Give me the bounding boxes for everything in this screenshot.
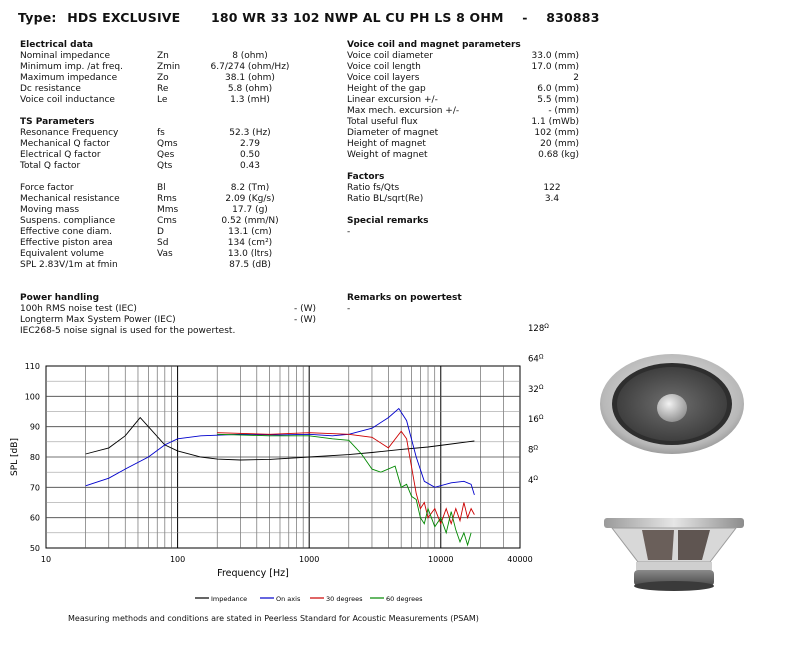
parameter-row (20, 216, 280, 227)
parameter-row (347, 150, 587, 161)
y-tick-label: 110 (24, 362, 40, 371)
parameter-symbol: Qts (157, 161, 173, 171)
parameter-value: 3.4 (544, 194, 560, 204)
parameter-value: 20 (mm) (540, 139, 579, 149)
parameter-value: 0.50 (239, 150, 261, 160)
parameter-row (347, 117, 587, 128)
factors-section (347, 172, 587, 205)
parameter-row (347, 95, 587, 106)
speaker-front-photo (594, 352, 754, 462)
remarks-title: Remarks on powertest (347, 293, 462, 303)
parameter-symbol: Zo (157, 73, 169, 83)
parameter-row (20, 260, 280, 271)
parameter-value: 6.0 (mm) (537, 84, 579, 94)
parameter-symbol: Vas (157, 249, 173, 259)
x-tick-label: 40000 (507, 555, 533, 564)
parameter-name: Minimum imp. /at freq. (20, 62, 123, 72)
parameter-row (20, 62, 290, 73)
parameter-row (347, 62, 587, 73)
special-remarks-section (347, 216, 587, 238)
parameter-symbol: Qes (157, 150, 175, 160)
document-header (18, 10, 600, 25)
parameter-value: 33.0 (mm) (531, 51, 579, 61)
y-axis-label: SPL [dB] (10, 438, 20, 476)
power-handling-section (20, 293, 320, 337)
parameter-row (347, 128, 587, 139)
right-axis-tick-label: $16^\Omega$ (528, 414, 544, 426)
parameter-symbol: Cms (157, 216, 177, 226)
parameter-row (20, 150, 280, 161)
parameter-name: Weight of magnet (347, 150, 428, 160)
legend-label: 30 degrees (326, 595, 363, 603)
parameter-name: Max mech. excursion +/- (347, 106, 460, 116)
parameter-row (20, 172, 280, 183)
parameter-name: Voice coil inductance (20, 95, 115, 105)
parameter-value: 5.5 (mm) (537, 95, 579, 105)
legend-label: Impedance (211, 595, 248, 603)
parameter-symbol: fs (157, 128, 165, 138)
x-tick-label: 100 (169, 555, 186, 564)
parameter-name: Maximum impedance (20, 73, 118, 83)
parameter-name: Moving mass (20, 205, 80, 215)
parameter-name: Effective cone diam. (20, 227, 113, 237)
header-dash: - (522, 10, 528, 25)
parameter-value: - (W) (293, 304, 317, 314)
parameter-name: Ratio fs/Qts (347, 183, 400, 193)
parameter-symbol: Le (157, 95, 168, 105)
parameter-symbol: Mms (157, 205, 179, 215)
parameter-name: Voice coil layers (347, 73, 420, 83)
parameter-symbol: Bl (157, 183, 166, 193)
x-tick-label: 10 (40, 555, 52, 564)
legend-label: 60 degrees (386, 595, 423, 603)
parameter-symbol: D (157, 227, 164, 237)
parameter-value: - (mm) (548, 106, 579, 116)
parameter-value: 8.2 (Tm) (230, 183, 270, 193)
voice-coil-section (347, 40, 587, 161)
part-code: 830883 (546, 10, 600, 25)
parameter-name: Linear excursion +/- (347, 95, 438, 105)
parameter-row (20, 194, 280, 205)
parameter-row (347, 106, 587, 117)
parameter-row (20, 128, 280, 139)
factors-title: Factors (347, 172, 385, 182)
parameter-value: 38.1 (ohm) (225, 73, 275, 83)
parameter-row (20, 51, 280, 62)
parameter-row (20, 304, 320, 315)
parameter-row (347, 183, 587, 194)
parameter-name: Force factor (20, 183, 74, 193)
series-name: HDS EXCLUSIVE (67, 10, 181, 25)
x-tick-label: 10000 (428, 555, 454, 564)
parameter-value: 0.43 (239, 161, 261, 171)
y-tick-label: 60 (29, 513, 40, 523)
ts-title: TS Parameters (20, 117, 95, 127)
parameter-name: Nominal impedance (20, 51, 111, 61)
special-title: Special remarks (347, 216, 429, 226)
parameter-value: - (W) (293, 315, 317, 325)
type-label: Type: (18, 10, 57, 25)
parameter-row (20, 139, 280, 150)
parameter-value: 2.79 (239, 139, 261, 149)
parameter-row (347, 139, 587, 150)
parameter-row (20, 205, 280, 216)
parameter-row (20, 249, 280, 260)
x-tick-label: 1000 (299, 555, 320, 564)
right-axis-tick-label: $64^\Omega$ (528, 353, 544, 365)
parameter-name: Longterm Max System Power (IEC) (20, 315, 176, 325)
parameter-name: Suspens. compliance (20, 216, 116, 226)
right-axis-tick-label: $8^\Omega$ (528, 444, 539, 456)
parameter-value: 13.1 (cm) (228, 227, 272, 237)
parameter-value: 17.0 (mm) (531, 62, 579, 72)
power-title: Power handling (20, 293, 100, 303)
parameter-value: 17.7 (g) (232, 205, 268, 215)
parameter-row (20, 95, 280, 106)
electrical-title: Electrical data (20, 40, 94, 50)
parameter-symbol: Rms (157, 194, 177, 204)
parameter-row (20, 183, 280, 194)
parameter-row (347, 73, 587, 84)
parameter-row (347, 84, 587, 95)
parameter-row (20, 227, 280, 238)
parameter-value: 87.5 (dB) (229, 260, 271, 270)
parameter-value: 122 (543, 183, 561, 193)
ts-parameters-section (20, 117, 280, 271)
parameter-name: Voice coil length (347, 62, 421, 72)
parameter-value: 0.52 (mm/N) (221, 216, 279, 226)
parameter-value: 13.0 (ltrs) (227, 249, 273, 259)
parameter-symbol: Zn (157, 51, 169, 61)
parameter-symbol: Re (157, 84, 169, 94)
speaker-side-photo (598, 512, 750, 594)
parameter-row (20, 315, 320, 326)
y-tick-label: 50 (29, 544, 40, 553)
parameter-name: SPL 2.83V/1m at fmin (20, 260, 118, 270)
parameter-value: 134 (cm²) (227, 238, 273, 248)
parameter-value: 52.3 (Hz) (229, 128, 271, 138)
y-tick-label: 90 (29, 422, 40, 432)
parameter-value: 2 (573, 73, 579, 83)
right-axis-tick-label: $128^\Omega$ (528, 323, 549, 335)
electrical-data-section (20, 40, 290, 106)
parameter-row (20, 161, 280, 172)
parameter-symbol: Qms (157, 139, 178, 149)
parameter-row (347, 194, 587, 205)
parameter-value: 102 (mm) (534, 128, 579, 138)
parameter-name: Ratio BL/sqrt(Re) (347, 194, 424, 204)
parameter-name: Mechanical resistance (20, 194, 120, 204)
parameter-name: Total Q factor (20, 161, 81, 171)
parameter-name: Height of magnet (347, 139, 426, 149)
parameter-symbol: Sd (157, 238, 169, 248)
parameter-row (20, 84, 280, 95)
y-tick-label: 100 (24, 392, 40, 402)
parameter-value: 8 (ohm) (232, 51, 268, 61)
parameter-row (20, 238, 280, 249)
parameter-value: 5.8 (ohm) (227, 84, 273, 94)
special-text: - (347, 227, 351, 237)
parameter-value: 1.3 (mH) (230, 95, 270, 105)
parameter-symbol: Zmin (157, 62, 181, 72)
parameter-name: Equivalent volume (20, 249, 104, 259)
parameter-name: Effective piston area (20, 238, 113, 248)
x-axis-label: Frequency [Hz] (217, 568, 289, 579)
parameter-name: Diameter of magnet (347, 128, 439, 138)
parameter-name: 100h RMS noise test (IEC) (20, 304, 137, 314)
parameter-name: Resonance Frequency (20, 128, 119, 138)
remarks-text: - (347, 304, 351, 314)
y-tick-label: 70 (29, 483, 40, 493)
remarks-powertest-section (347, 293, 587, 315)
voicecoil-title: Voice coil and magnet parameters (347, 40, 521, 50)
right-axis-tick-label: $32^\Omega$ (528, 383, 544, 395)
power-note: IEC268-5 noise signal is used for the powertest. (20, 326, 236, 336)
legend-label: On axis (276, 595, 301, 603)
parameter-name: Dc resistance (20, 84, 81, 94)
right-axis-tick-label: $4^\Omega$ (528, 474, 539, 486)
y-tick-label: 80 (29, 453, 40, 462)
parameter-value: 6.7/274 (ohm/Hz) (210, 62, 290, 72)
parameter-row (20, 73, 280, 84)
parameter-name: Mechanical Q factor (20, 139, 110, 149)
parameter-row (347, 51, 587, 62)
parameter-value: 2.09 (Kg/s) (225, 194, 275, 204)
parameter-name: Total useful flux (347, 117, 418, 127)
parameter-value: 0.68 (kg) (538, 150, 579, 160)
parameter-name: Height of the gap (347, 84, 426, 94)
parameter-name: Electrical Q factor (20, 150, 101, 160)
parameter-value: 1.1 (mWb) (531, 117, 579, 127)
parameter-name: Voice coil diameter (347, 51, 433, 61)
model-name: 180 WR 33 102 NWP AL CU PH LS 8 OHM (210, 10, 504, 25)
footer-note: Measuring methods and conditions are stated in Peerless Standard for Acoustic Measurements (PSAM) (68, 614, 479, 623)
